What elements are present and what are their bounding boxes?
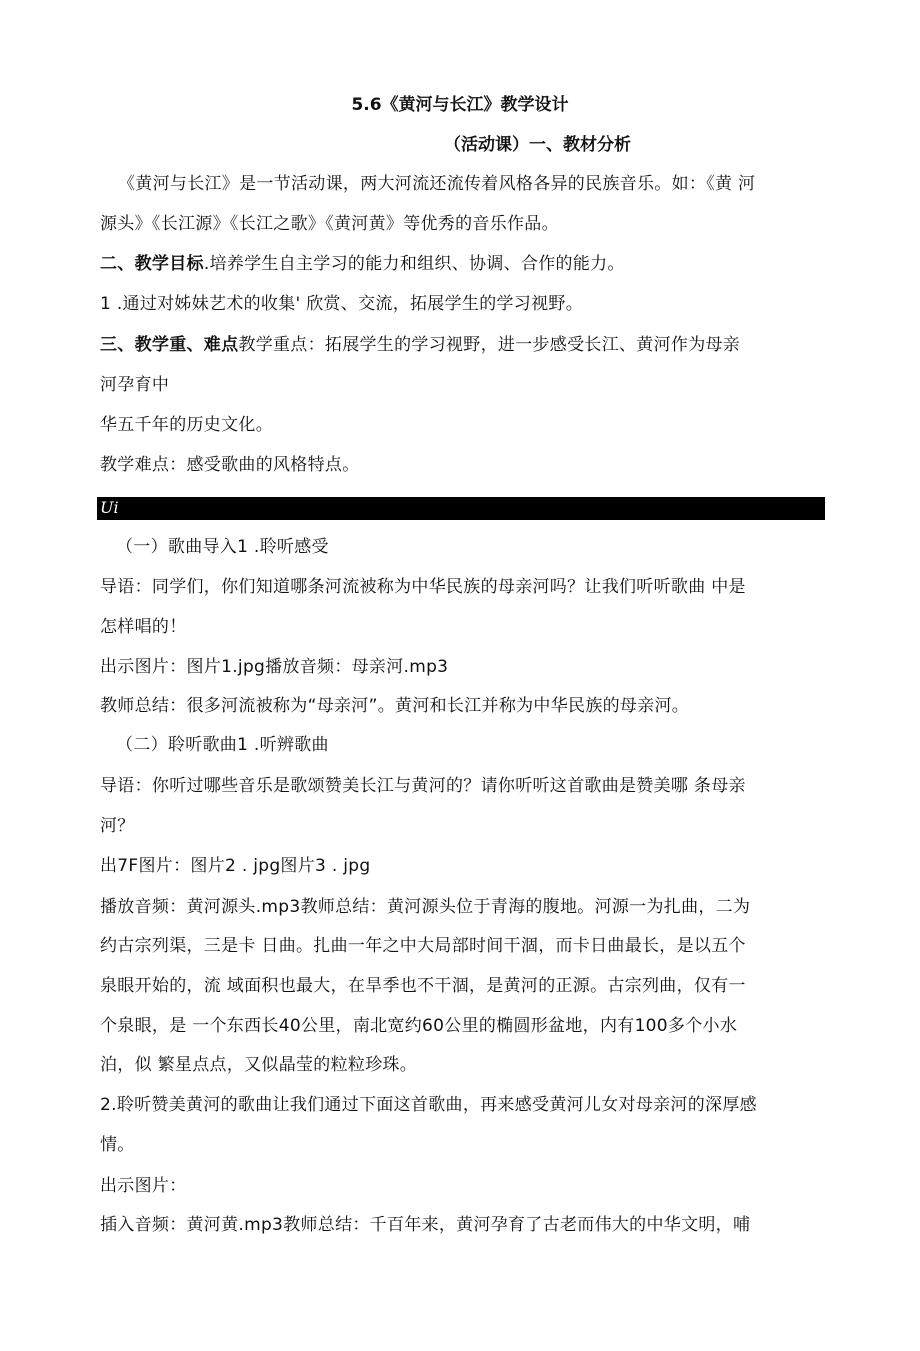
paragraph-line: 泊，似 繁星点点，又似晶莹的粒粒珍珠。 — [100, 1055, 418, 1075]
section-heading: 二、教学目标 — [100, 254, 204, 274]
paragraph-line: 1 .通过对姊妹艺术的收集' 欣赏、交流，拓展学生的学习视野。 — [100, 294, 583, 314]
paragraph-line: 播放音频：黄河源头.mp3教师总结：黄河源头位于青海的腹地。河源一为扎曲，二为 — [100, 897, 751, 917]
paragraph-line: 教学难点：感受歌曲的风格特点。 — [100, 455, 360, 475]
paragraph-line: 情。 — [100, 1135, 135, 1155]
paragraph-line: 约古宗列渠，三是卡 日曲。扎曲一年之中大局部时间干涸，而卡日曲最长，是以五个 — [100, 936, 746, 956]
subsection-heading: （一）歌曲导入1 .聆听感受 — [116, 537, 329, 557]
paragraph-line: 《黄河与长江》是一节活动课，两大河流还流传着风格各异的民族音乐。如：《黄 河 — [118, 174, 756, 194]
paragraph-line: 源头》《长江源》《长江之歌》《黄河黄》等优秀的音乐作品。 — [100, 214, 559, 234]
paragraph-line: 华五千年的历史文化。 — [100, 415, 273, 435]
paragraph-line: 河孕育中 — [100, 375, 170, 395]
redaction-bar — [97, 497, 825, 520]
document-subtitle: （活动课）一、教材分析 — [444, 135, 631, 155]
paragraph-line: 怎样唱的！ — [100, 617, 187, 637]
paragraph-line: 插入音频：黄河黄.mp3教师总结：千百年来，黄河孕育了古老而伟大的中华文明，哺 — [100, 1215, 751, 1235]
paragraph-line: 出示图片：图片1.jpg播放音频：母亲河.mp3 — [100, 657, 449, 677]
paragraph-line: 个泉眼，是 一个东西长40公里，南北宽约60公里的椭圆形盆地，内有100多个小水 — [100, 1016, 738, 1036]
paragraph-line: 导语：同学们，你们知道哪条河流被称为中华民族的母亲河吗？让我们听听歌曲 中是 — [100, 577, 746, 597]
bar-text: Ui — [100, 498, 119, 517]
section-text: .培养学生自主学习的能力和组织、协调、合作的能力。 — [203, 254, 625, 274]
paragraph-line: 出示图片： — [100, 1176, 187, 1196]
section-objectives — [100, 252, 825, 276]
section-heading: 三、教学重、难点 — [100, 335, 239, 355]
section-text: 教学重点：拓展学生的学习视野，进一步感受长江、黄河作为母亲 — [238, 335, 741, 355]
paragraph-line: 导语：你听过哪些音乐是歌颂赞美长江与黄河的？请你听听这首歌曲是赞美哪 条母亲 — [100, 776, 746, 796]
paragraph-line: 教师总结：很多河流被称为“母亲河”。黄河和长江并称为中华民族的母亲河。 — [100, 696, 690, 716]
section-key-points — [100, 333, 825, 357]
paragraph-line: 出7F图片：图片2 . jpg图片3 . jpg — [100, 856, 371, 876]
paragraph-line: 2.聆听赞美黄河的歌曲让我们通过下面这首歌曲，再来感受黄河儿女对母亲河的深厚感 — [100, 1095, 757, 1115]
document-title: 5.6《黄河与长江》教学设计 — [351, 95, 569, 115]
paragraph-line: 泉眼开始的，流 域面积也最大，在旱季也不干涸，是黄河的正源。古宗列曲，仅有一 — [100, 976, 746, 996]
subsection-heading: （二）聆听歌曲1 .听辨歌曲 — [116, 735, 329, 755]
paragraph-line: 河？ — [100, 816, 135, 836]
